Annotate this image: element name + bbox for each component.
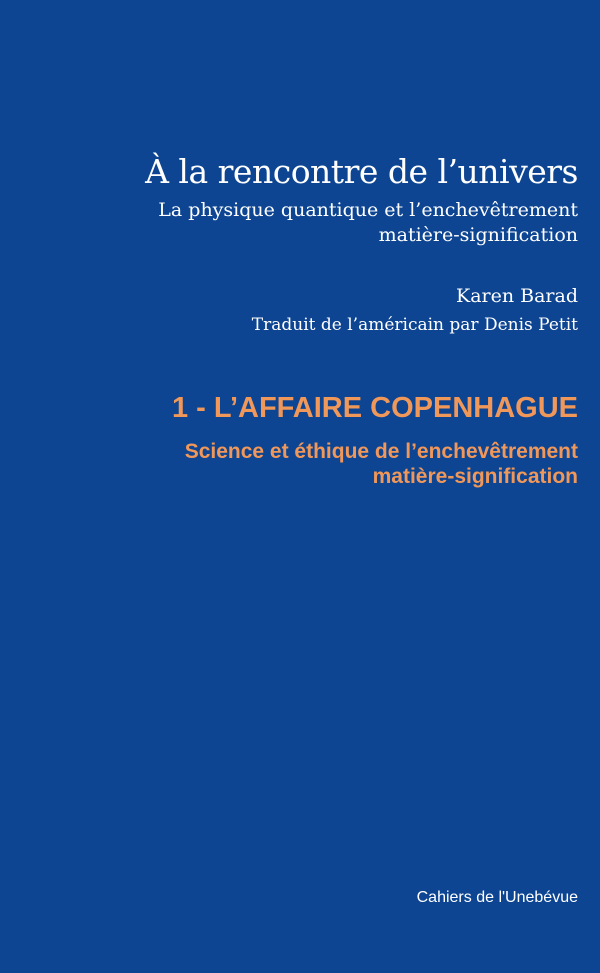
- volume-subtitle-line-2: matière-signification: [372, 465, 578, 488]
- book-subtitle-line-1: La physique quantique et l’enchevêtrement: [158, 199, 578, 221]
- author-name: Karen Barad: [456, 285, 578, 307]
- book-subtitle-line-2: matière-signification: [378, 224, 578, 246]
- publisher-name: Cahiers de l'Unebévue: [416, 889, 578, 906]
- volume-title: 1 - L’AFFAIRE COPENHAGUE: [171, 392, 578, 424]
- book-title: À la rencontre de l’univers: [145, 152, 578, 191]
- book-subtitle: [158, 198, 578, 248]
- translator-credit: Traduit de l’américain par Denis Petit: [251, 315, 578, 335]
- volume-subtitle-line-1: Science et éthique de l’enchevêtrement: [184, 440, 578, 463]
- volume-subtitle: [185, 439, 578, 489]
